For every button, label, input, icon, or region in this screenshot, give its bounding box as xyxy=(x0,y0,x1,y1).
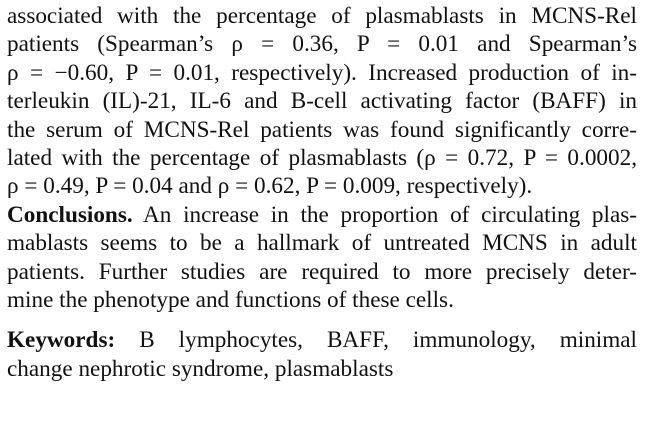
abstract-page xyxy=(7,2,637,383)
keywords-text: B lymphocytes, BAFF, immunology, minimal xyxy=(115,327,637,354)
keywords-heading: Keywords: xyxy=(7,327,116,354)
text-line: terleukin (IL)-21, IL-6 and B-cell activating factor (BAFF) in xyxy=(7,88,637,115)
conclusions-text: An increase in the proportion of circulating plas- xyxy=(132,201,637,228)
conclusions-paragraph xyxy=(7,201,637,315)
text-line: associated with the percentage of plasmablasts in MCNS-Rel xyxy=(7,3,637,29)
text-line: mine the phenotype and functions of these cells. xyxy=(7,286,454,313)
text-line: the serum of MCNS-Rel patients was found significantly corre- xyxy=(7,116,637,143)
text-line: mablasts seems to be a hallmark of untreated MCNS in adult xyxy=(7,230,637,257)
keywords-line xyxy=(7,326,637,354)
text-line: patients (Spearman’s ρ = 0.36, P = 0.01 and Spearman’s xyxy=(7,31,637,58)
keywords-paragraph xyxy=(7,326,637,383)
keywords-text-continued: change nephrotic syndrome, plasmablasts xyxy=(7,355,394,382)
paragraph-gap xyxy=(7,314,637,326)
text-line: ρ = −0.60, P = 0.01, respectively). Increased production of in- xyxy=(7,59,637,86)
results-paragraph xyxy=(7,2,637,201)
text-line: patients. Further studies are required to more precisely deter- xyxy=(7,258,637,285)
text-line: ρ = 0.49, P = 0.04 and ρ = 0.62, P = 0.009, respectively). xyxy=(7,173,533,200)
conclusions-heading: Conclusions. xyxy=(7,201,133,228)
conclusions-line xyxy=(7,201,637,229)
text-line: lated with the percentage of plasmablasts (ρ = 0.72, P = 0.0002, xyxy=(7,144,637,171)
